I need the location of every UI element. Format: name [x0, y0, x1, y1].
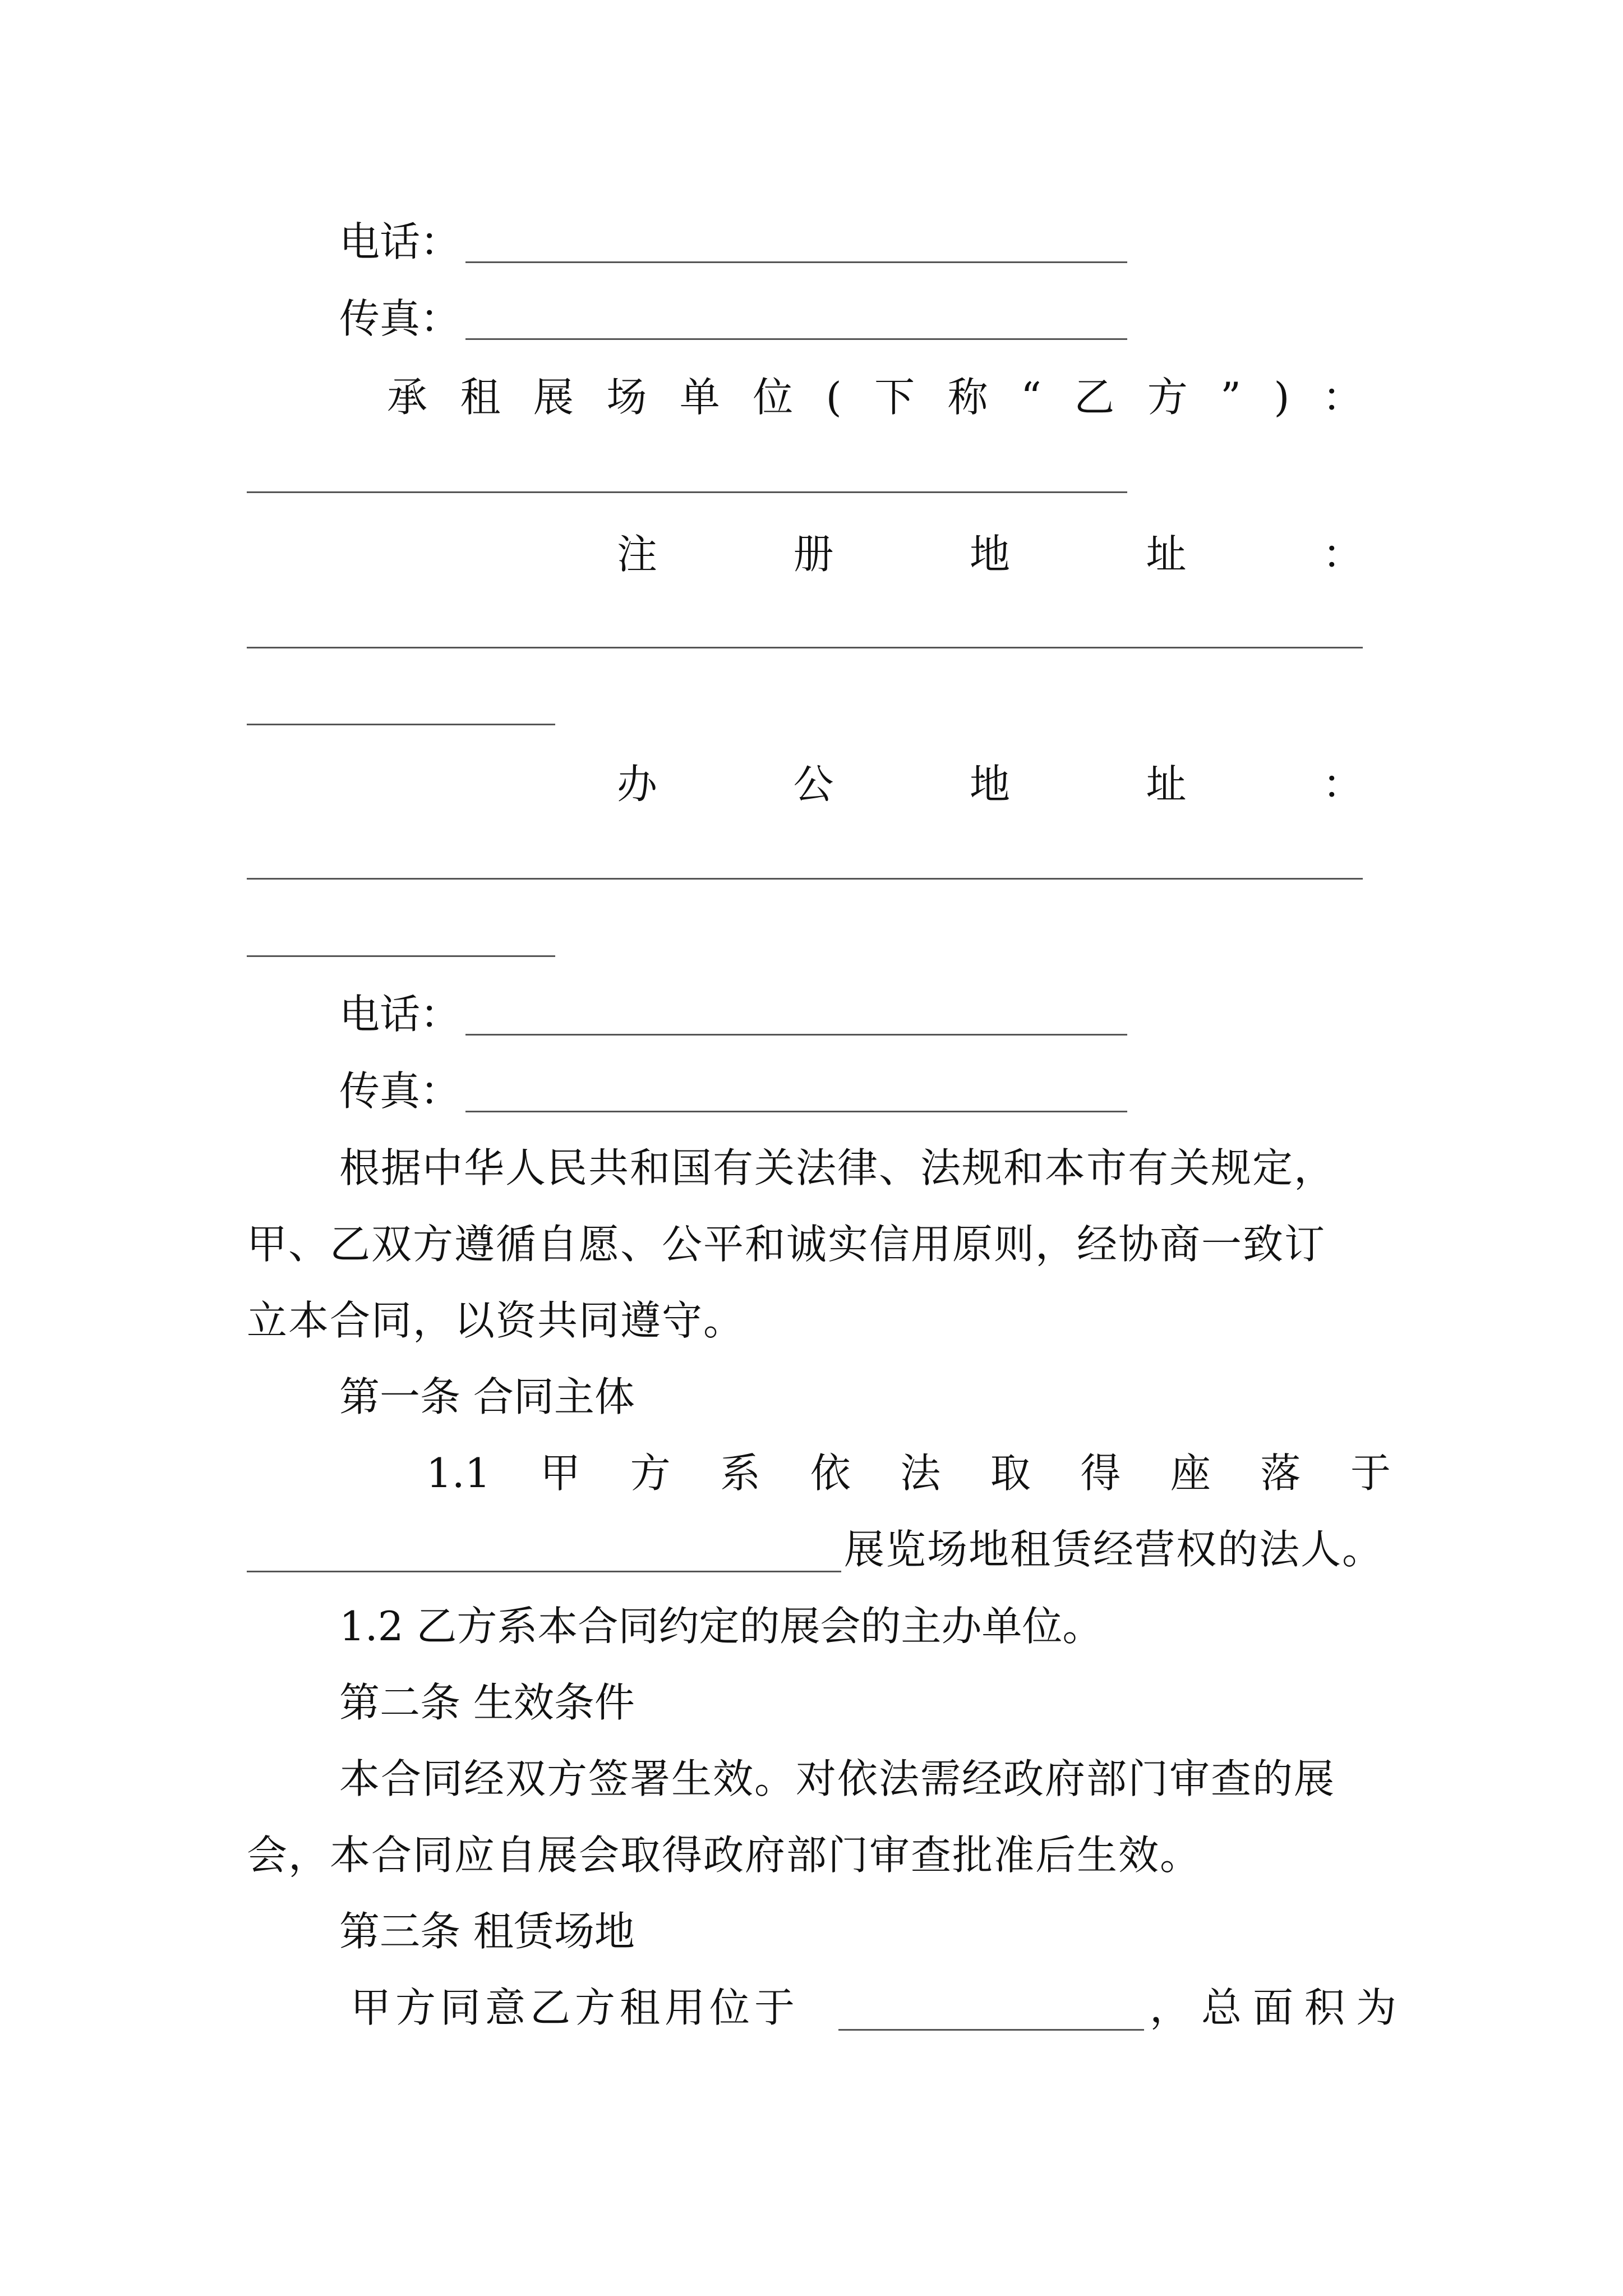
- article-3-line-1-head: 甲方同意乙方租用位于: [351, 1984, 800, 2031]
- tel-label-2: 电话：: [339, 991, 461, 1038]
- clause-1-1-location-blank[interactable]: [247, 1571, 841, 1572]
- registered-address-blank[interactable]: [247, 647, 1363, 648]
- article-3-title: 第三条 租赁场地: [339, 1908, 635, 1955]
- article-3-location-blank[interactable]: [838, 2029, 1144, 2031]
- article-2-line-2: 会，本合同应自展会取得政府部门审查批准后生效。: [247, 1832, 1202, 1879]
- preamble-line-1: 根据中华人民共和国有关法律、法规和本市有关规定，: [339, 1144, 1336, 1191]
- office-address-blank[interactable]: [247, 878, 1363, 880]
- tel-blank-2[interactable]: [465, 1034, 1127, 1036]
- fax-blank-2[interactable]: [465, 1111, 1127, 1112]
- clause-1-2: 1.2 乙方系本合同约定的展会的主办单位。: [339, 1603, 1103, 1650]
- preamble-line-3: 立本合同，以资共同遵守。: [247, 1297, 745, 1344]
- registered-address-blank-2[interactable]: [247, 724, 555, 725]
- article-1-title: 第一条 合同主体: [339, 1373, 635, 1420]
- clause-1-1: 1.1 甲 方 系 依 法 取 得 座 落 于: [426, 1450, 1391, 1497]
- article-2-line-1: 本合同经双方签署生效。对依法需经政府部门审查的展: [339, 1755, 1336, 1802]
- lessee-blank[interactable]: [247, 491, 1127, 493]
- office-address-label: 办 公 地 址 ：: [617, 761, 1363, 808]
- preamble-line-2: 甲、乙双方遵循自愿、公平和诚实信用原则，经协商一致订: [247, 1221, 1326, 1268]
- tel-label: 电话：: [339, 218, 461, 265]
- article-2-title: 第二条 生效条件: [339, 1679, 635, 1726]
- fax-label-2: 传真：: [339, 1068, 461, 1115]
- fax-label: 传真：: [339, 295, 461, 342]
- tel-blank[interactable]: [465, 261, 1127, 263]
- fax-blank[interactable]: [465, 338, 1127, 340]
- clause-1-1-tail: 展览场地租赁经营权的法人。: [844, 1526, 1384, 1573]
- article-3-line-1-tail: ，总面积为: [1150, 1984, 1408, 2031]
- lessee-label: 承 租 展 场 单 位 ( 下 称 “ 乙 方 ” ) ：: [387, 374, 1363, 421]
- registered-address-label: 注 册 地 址 ：: [617, 531, 1363, 578]
- office-address-blank-2[interactable]: [247, 955, 555, 957]
